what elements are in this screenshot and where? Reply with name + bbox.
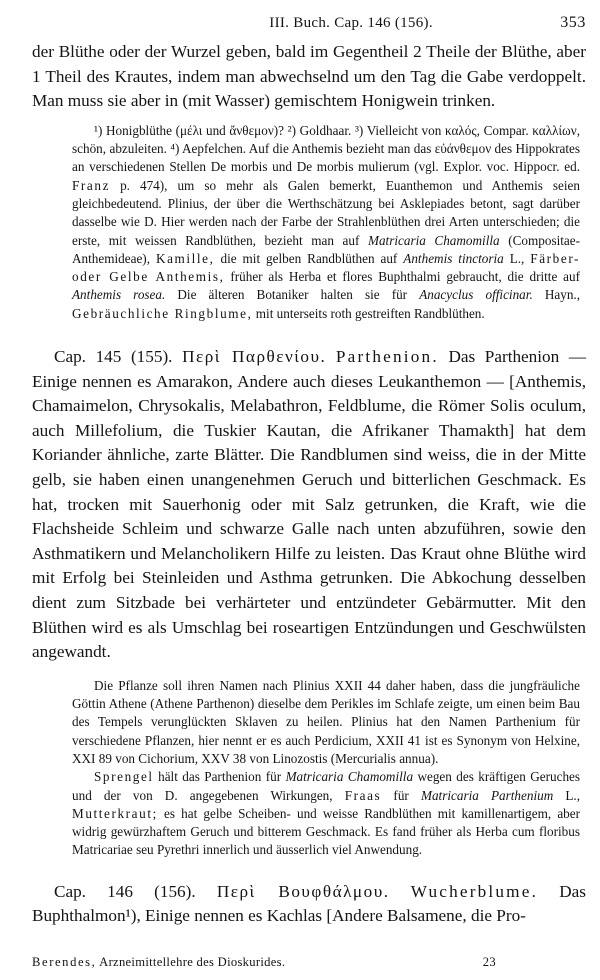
page-footer [32,955,586,970]
footer-citation [32,955,483,970]
footer-author: Berendes, [32,955,97,969]
sheet-signature: 23 [482,955,496,969]
taxon-name: Anthemis rosea. [72,287,166,303]
note-text: für [393,787,409,803]
author-fraas: Fraas [344,787,382,803]
footnotes-chapter-144 [32,122,586,323]
footnote-text: p. 474), um so mehr als Galen bemerkt, Euanthemon und Anthemis seien gleichbedeutend. Plinius, der über die Werthschätzung bei Asklepiades betont, sagt darüber dasselbe wie D. Hier werden nach der Farbe der Strahlenblüthen drei Arten unterschieden; die erste, mit weissen Randblüthen, bezieht man auf [72,177,581,248]
running-title: III. Buch. Cap. 146 (156). [269,15,433,31]
carryover-text: der Blüthe oder der Wurzel geben, bald im Gegentheil 2 Theile der Blüthe, aber 1 Theil des Krautes, indem man abwechselnd um den Tag die Gabe verdoppelt. Man muss sie aber in (mit Wasser) gemischtem Honigwein trinken. [32,42,586,111]
footnote-text: mit unterseits roth gestreiften Randblüthen. [255,305,485,321]
chapter-greek-title: Περὶ Βουφθάλμου. [216,881,390,901]
footnote-text: Die älteren Botaniker halten sie für [177,287,408,303]
taxon-name: Anacyclus officinar. [419,287,533,303]
note-paragraph-2 [72,768,580,859]
chapter-greek-title: Περὶ Παρθενίου. [182,347,327,367]
common-name-mutterkraut: Mutterkraut; [72,805,158,821]
footnote-text: L., [509,250,525,266]
page-number: 353 [560,14,586,31]
note-text: L., [565,787,581,803]
taxon-name: Matricaria Chamomilla [367,232,500,248]
note-text: wegen des kräftigen Geruches und der von D. angegebenen Wirkungen, [72,769,581,803]
author-franz: Franz [72,177,111,193]
taxon-name: Anthemis tinctoria [403,250,504,266]
common-name-ringblume: Gebräuchliche Ringblume, [72,305,253,321]
taxon-name: Matricaria Chamomilla [285,769,414,785]
footnote-text: Hayn., [544,287,581,303]
footnote-text: früher als Herba et flores Buphthalmi gebraucht, die dritte auf [230,269,580,285]
chapter-145 [32,345,586,665]
chapter-name: Wucherblume. [410,881,539,901]
footer-work: Arzneimittellehre des Dioskurides. [99,955,286,969]
taxon-name: Matricaria Parthenium [420,787,554,803]
common-name-faerber: Färber- oder Gelbe Anthemis, [72,250,581,285]
note-text: es hat gelbe Scheiben- und weisse Randblüthen mit kamillenartigem, aber widrig gewürzhaftem Geruch und bitterem Geschmack. Es fand früher als Herba cum floribus Matricariae seu Pyrethri innerlich und äusserlich viel Anwendung. [72,805,581,858]
chapter-145-paragraph [32,345,586,665]
chapter-number: Cap. 145 (155). [54,347,173,367]
note-text: hält das Parthenion für [158,769,282,785]
running-head [32,14,586,40]
chapter-number: Cap. 146 (156). [54,881,196,901]
chapter-name: Parthenion. [335,347,439,367]
footnote-text: die mit gelben Randblüthen auf [220,250,398,266]
footnote-text: ¹) Honigblüthe (μέλι und ἄνθεμον)? ²) Goldhaar. ³) Vielleicht von καλός, Compar. καλλίων, schön, abzuleiten. ⁴) Aepfelchen. Auf die Anthemis bezieht man das εὐάνθεμον des Hippokrates an verschiedenen Stellen De morbis und De morbis mulierum (vgl. Explor. voc. Hippocr. ed. [72,122,580,175]
footnote-text: (Compositae-Anthemideae), [72,232,581,266]
chapter-text: Das Buphthalmon¹), Einige nennen es Kachlas [Andere Balsamene, die Pro- [32,881,586,926]
chapter-146-paragraph [32,880,586,929]
carryover-paragraph [32,40,586,114]
note-paragraph-1: Die Pflanze soll ihren Namen nach Plinius XXII 44 daher haben, dass die jungfräuliche Göttin Athene (Athene Parthenon) dieselbe dem Perikles im Schlafe zeigte, um einen beim Bau des Tempels verunglückten Sklaven zu heilen. Plinius hat den Namen Parthenium für verschiedene Pflanzen, hier nennt er es auch Perdicium, XXII 41 ist es Synonym von Helxine, XXI 89 von Cichorium, XXV 38 von Linozostis (Mercurialis annua). [72,677,580,766]
author-sprengel: Sprengel [94,769,154,785]
footnote-block [72,122,580,323]
common-name-kamille: Kamille, [155,250,215,266]
chapter-146 [32,880,586,929]
notes-chapter-145 [32,677,586,860]
chapter-text: Das Parthenion — Einige nennen es Amarakon, Andere auch dieses Leukanthemon — [Anthemis, Chamaimelon, Chrysokalis, Melabathron, Feldblume, die Römer Solis oculum, auch Millefolium, die Tuskier Kautan, die Afrikaner Thamakth] hat dem Koriander ähnliche, zarte Blätter. Die Randblumen sind weiss, die in der Mitte gelb, sie haben einen unangenehmen Geruch und bitterlichen Geschmack. Es hat, trocken mit Sauerhonig oder mit Salz getrunken, die Kraft, wie die Flachsheide Schleim und schwarze Galle nach unten abzuführen, sowie den Asthmatikern und Melancholikern Hilfe zu leisten. Das Kraut ohne Blüthe wird mit Erfolg bei Steinleiden und Asthma getrunken. Die Abkochung desselben dient zum Sitzbade bei verhärteter und entzündeter Gebärmutter. Mit den Blüthen wird es als Umschlag bei roseartigen Entzündungen und Geschwülsten angewandt. [32,347,587,662]
